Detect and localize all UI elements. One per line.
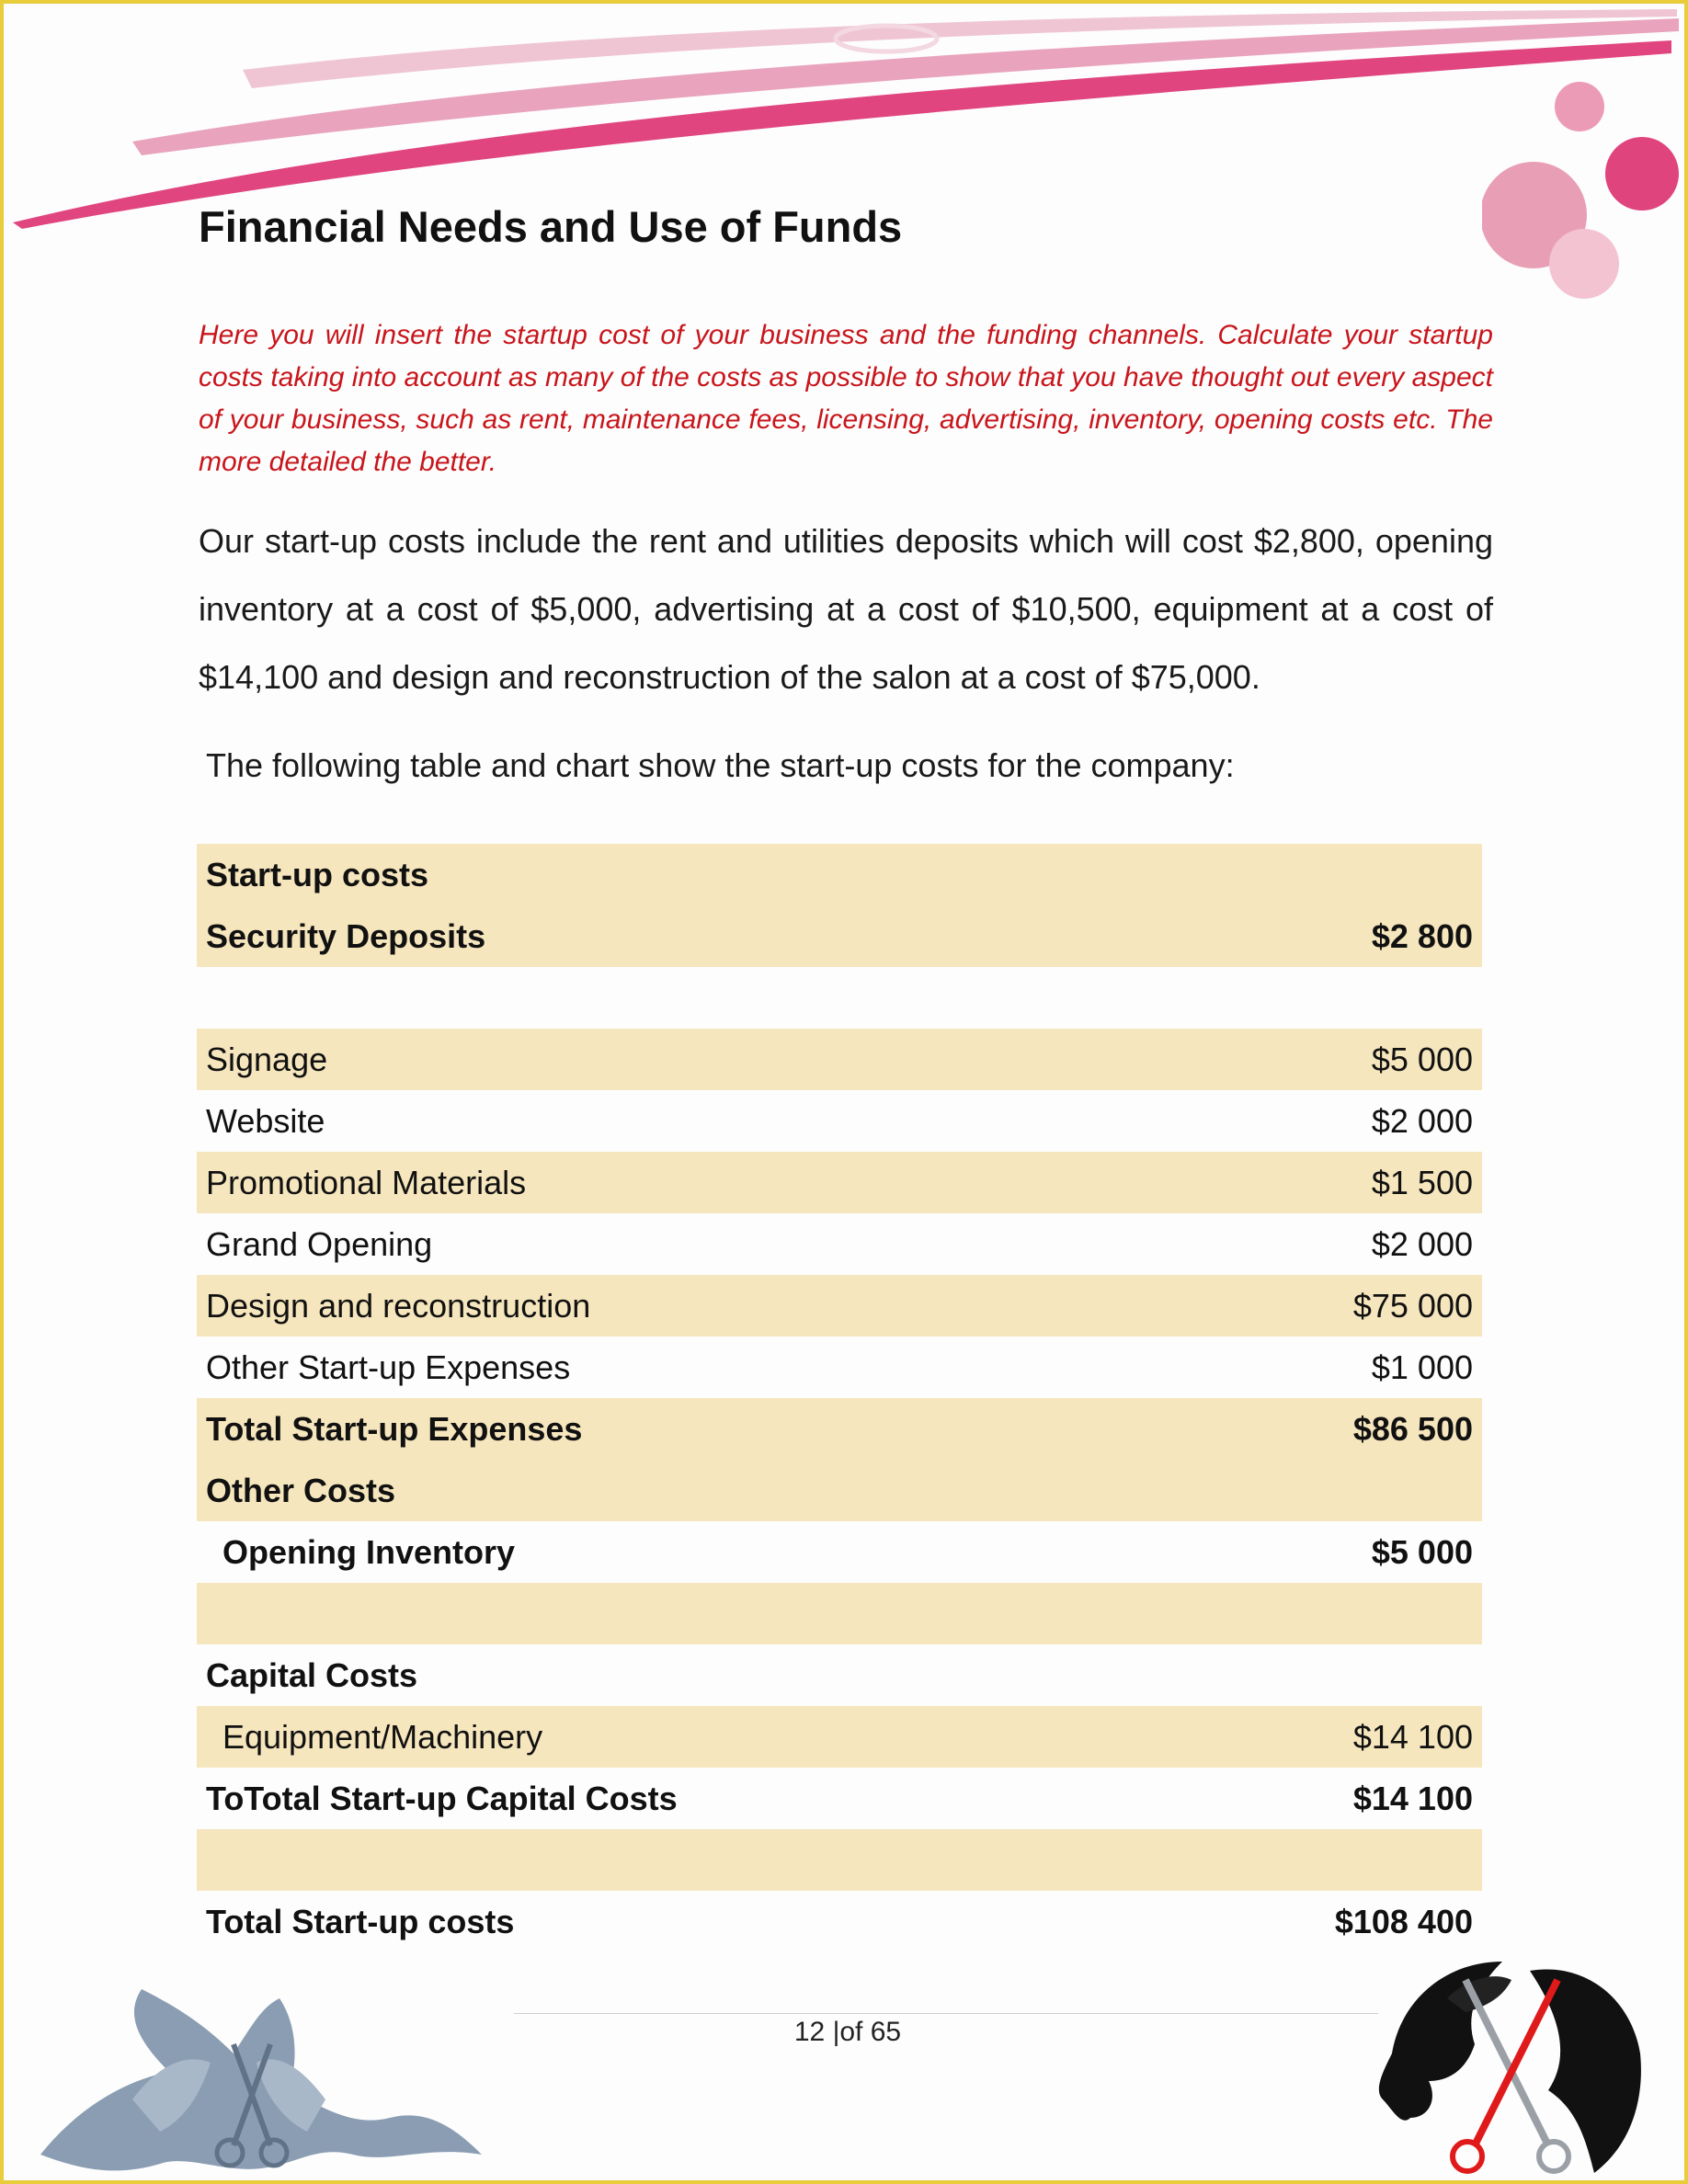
salon-silhouette-icon [22, 1971, 500, 2180]
table-row-spacer [197, 1829, 1482, 1891]
row-value: $2 800 [1171, 905, 1482, 967]
row-label: Equipment/Machinery [197, 1706, 1171, 1768]
row-value: $108 400 [1334, 1902, 1473, 1940]
row-value: $1 500 [1171, 1152, 1482, 1213]
row-label [197, 1829, 1171, 1891]
row-label: Start-up costs [197, 844, 1171, 905]
row-value: $75 000 [1171, 1275, 1482, 1337]
row-label: Other Start-up Expenses [206, 1348, 571, 1386]
row-value [1171, 967, 1482, 1029]
table-row-grand-total [197, 1891, 1482, 1952]
table-intro: The following table and chart show the start-up costs for the company: [206, 746, 1235, 784]
table-row [197, 1706, 1482, 1768]
page-title: Financial Needs and Use of Funds [199, 202, 903, 251]
row-label: Capital Costs [206, 1655, 418, 1694]
instruction-text: Here you will insert the startup cost of your business and the funding channels. Calculate your startup costs taking into account as many of the costs as possible to show that you have thought out every aspect of your business, such as rent, maintenance fees, licensing, advertising, inventory, opening costs etc. The more detailed the better. [199, 320, 1493, 477]
table-row [197, 1090, 1482, 1152]
table-row-heading [197, 1644, 1482, 1706]
table-row [197, 1337, 1482, 1398]
table-row [197, 1152, 1482, 1213]
body-paragraph: Our start-up costs include the rent and utilities deposits which will cost $2,800, opening inventory at a cost of $5,000, advertising at a cost of $10,500, equipment at a cost of $14,100 and design and reconstruction of the salon at a cost of $75,000. [199, 522, 1493, 696]
row-value: $14 100 [1171, 1706, 1482, 1768]
table-row-total [197, 1398, 1482, 1460]
row-value: $5 000 [1171, 1029, 1482, 1090]
table-row-heading [197, 1460, 1482, 1521]
row-value [1171, 1829, 1482, 1891]
row-label: ToTotal Start-up Capital Costs [206, 1779, 678, 1817]
page-number: 12 |of 65 [793, 2017, 902, 2047]
table-row-spacer [197, 1583, 1482, 1644]
row-label: Security Deposits [197, 905, 1171, 967]
scissors-silhouette-icon [1364, 1943, 1659, 2180]
pink-bubbles-icon [1482, 77, 1684, 316]
row-value: $5 000 [1371, 1532, 1473, 1571]
row-value: $14 100 [1352, 1779, 1473, 1817]
row-value: $2 000 [1371, 1101, 1473, 1140]
row-value: $1 000 [1371, 1348, 1473, 1386]
table-row [197, 1029, 1482, 1090]
row-value [1171, 1644, 1482, 1706]
row-value: $86 500 [1171, 1398, 1482, 1460]
table-row-spacer [197, 967, 1482, 1029]
document-page [4, 4, 1684, 2180]
row-value [1171, 1460, 1482, 1521]
row-label: Other Costs [197, 1460, 1171, 1521]
row-label: Total Start-up costs [206, 1902, 515, 1940]
row-value [1171, 844, 1482, 905]
row-label: Design and reconstruction [197, 1275, 1171, 1337]
row-label: Total Start-up Expenses [197, 1398, 1171, 1460]
table-row-total [197, 1768, 1482, 1829]
row-value: $2 000 [1371, 1224, 1473, 1263]
table-row [197, 1275, 1482, 1337]
row-label: Opening Inventory [222, 1532, 516, 1571]
footer-divider [514, 2013, 1378, 2014]
table-row [197, 844, 1482, 905]
row-label [197, 967, 1171, 1029]
startup-costs-table [197, 844, 1482, 1952]
table-row [197, 1521, 1482, 1583]
row-label [197, 1583, 1171, 1644]
row-label: Promotional Materials [197, 1152, 1171, 1213]
table-row [197, 1213, 1482, 1275]
table-row [197, 905, 1482, 967]
row-label: Signage [197, 1029, 1171, 1090]
row-label: Grand Opening [206, 1224, 433, 1263]
row-label: Website [206, 1101, 325, 1140]
row-value [1171, 1583, 1482, 1644]
